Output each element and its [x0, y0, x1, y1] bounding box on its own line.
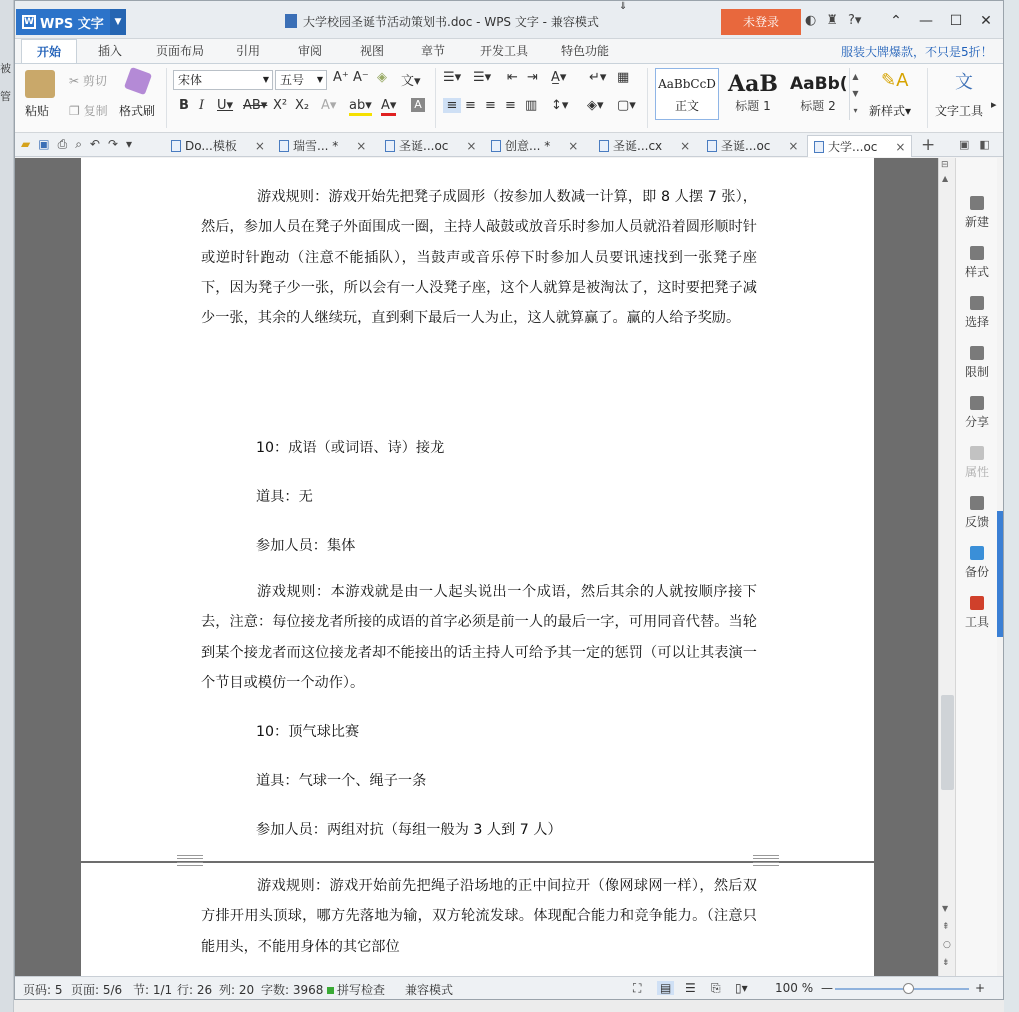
window-controls	[881, 9, 1001, 33]
ribbon-toolbar	[15, 63, 1004, 133]
style-preview: AaBbCcD	[658, 77, 716, 91]
distribute-icon[interactable]: ▥	[525, 98, 538, 113]
tab-list-icon[interactable]: ▣	[959, 138, 970, 151]
desktop-fragment-text: 被	[0, 62, 11, 75]
spell-check-toggle[interactable]	[327, 981, 385, 998]
app-button-label: WPS 文字	[40, 16, 104, 32]
share-icon	[970, 396, 984, 410]
panel-label: 新建	[964, 215, 989, 229]
login-button[interactable]: 未登录	[721, 9, 801, 35]
paste-button[interactable]: 粘贴	[25, 104, 50, 118]
font-size-value: 五号	[280, 73, 305, 87]
backup-icon	[970, 546, 984, 560]
paste-icon[interactable]	[25, 70, 55, 98]
zoom-out-icon[interactable]: —	[821, 981, 833, 995]
wps-window	[14, 0, 1004, 1000]
promo-link[interactable]: 服装大牌爆款，不只是5折！	[841, 45, 993, 59]
align-left-icon[interactable]: ≡	[443, 98, 461, 113]
doc-file-icon	[171, 140, 181, 152]
open-icon[interactable]: ▰	[21, 137, 31, 151]
tab-developer[interactable]: 开发工具	[479, 44, 528, 58]
highlight-icon[interactable]: ab▾	[349, 98, 372, 116]
ribbon-more-icon[interactable]: ▸	[991, 98, 997, 111]
wps-app-menu-button[interactable]	[16, 9, 126, 35]
tab-view[interactable]: 视图	[359, 44, 384, 58]
copy-button[interactable]: ❐ 复制	[69, 104, 108, 118]
document-canvas[interactable]	[15, 158, 938, 976]
doc-tab[interactable]	[707, 135, 798, 157]
doc-file-icon	[491, 140, 501, 152]
panel-collapse-handle[interactable]	[997, 511, 1003, 637]
shirt-icon[interactable]: ♜	[826, 13, 838, 28]
toolbox-icon	[970, 596, 984, 610]
numbered-list-icon[interactable]: ☰▾	[473, 70, 492, 85]
split-view-icon[interactable]: ⊟	[941, 160, 949, 170]
bullet-list-icon[interactable]: ☰▾	[443, 70, 462, 85]
scroll-down-icon[interactable]: ▼	[942, 904, 949, 913]
italic-icon[interactable]: I	[199, 98, 205, 113]
status-row[interactable]: 行: 26	[177, 983, 213, 997]
close-icon[interactable]: ×	[568, 139, 579, 153]
text-effect-icon[interactable]: A▾	[321, 98, 337, 113]
document-title	[285, 12, 605, 30]
strikethrough-icon[interactable]: AB▾	[243, 98, 268, 113]
next-page-icon[interactable]: ⇟	[942, 958, 950, 968]
tab-references[interactable]: 引用	[235, 44, 260, 58]
ribbon-divider	[927, 68, 928, 128]
text-tools-icon[interactable]: 文	[955, 72, 973, 93]
doc-tab[interactable]	[599, 135, 690, 157]
doc-tab-label: 圣诞...oc	[721, 139, 771, 153]
desktop-right-edge	[1004, 0, 1019, 1012]
tab-insert[interactable]: 插入	[97, 44, 122, 58]
paragraph[interactable]: 游戏规则：本游戏就是由一人起头说出一个成语，然后其余的人就按顺序接下去，注意：每位接龙者所接的成语的首字必须是前一人的最后一字，可用同音代替。当轮到某个接龙者而这位接龙者却不能接出的话主持人可给予其一定的惩罚（可以让其表演一个节目或模仿一个动作）。	[201, 584, 757, 691]
format-painter-icon[interactable]	[124, 67, 152, 95]
print-icon[interactable]: ⎙	[57, 137, 68, 151]
status-pages[interactable]: 页面: 5/6	[71, 983, 123, 997]
chevron-down-icon: ▼	[262, 75, 269, 84]
style-label: 标题 2	[800, 99, 836, 113]
task-panel	[955, 158, 997, 976]
format-painter-button[interactable]: 格式刷	[119, 104, 156, 118]
zoom-slider-knob[interactable]	[903, 983, 914, 994]
line-spacing-icon[interactable]: ↕▾	[551, 98, 569, 113]
close-icon[interactable]: ×	[680, 139, 691, 153]
style-icon	[970, 246, 984, 260]
scrollbar-thumb[interactable]	[941, 695, 954, 790]
prev-page-icon[interactable]: ⇞	[942, 922, 950, 932]
paragraph[interactable]: 参加人员：两组对抗（每组一般为 3 人到 7 人）	[256, 822, 562, 838]
borders-icon[interactable]: ▢▾	[617, 98, 636, 113]
subscript-icon[interactable]: X₂	[295, 98, 310, 113]
vertical-scrollbar[interactable]	[938, 158, 955, 976]
style-heading-1[interactable]	[721, 68, 785, 120]
panel-restrict-button[interactable]	[956, 346, 998, 380]
panel-label: 反馈	[964, 515, 989, 529]
quick-access-toolbar	[21, 137, 132, 152]
underline-icon[interactable]: U▾	[217, 98, 234, 113]
close-icon[interactable]: ×	[895, 139, 906, 154]
desktop-left-edge	[0, 0, 14, 1012]
tab-page-layout[interactable]: 页面布局	[155, 44, 204, 58]
help-icon[interactable]: ?▾	[848, 13, 862, 28]
page-corner-mark	[177, 858, 203, 866]
select-icon	[970, 296, 984, 310]
style-label: 正文	[674, 99, 699, 113]
paragraph[interactable]: 参加人员：集体	[256, 538, 356, 554]
doc-file-icon	[385, 140, 395, 152]
panel-properties-button	[956, 446, 998, 480]
print-preview-icon[interactable]: ⌕	[75, 137, 82, 151]
properties-icon	[970, 446, 984, 460]
scroll-up-icon[interactable]: ▲	[942, 174, 949, 183]
paragraph[interactable]: 道具：无	[256, 489, 313, 505]
bold-icon[interactable]: B	[179, 98, 189, 113]
section-heading[interactable]: 10：成语（或词语、诗）接龙	[256, 440, 445, 456]
text-tools-button[interactable]: 文字工具	[935, 104, 984, 118]
new-style-label: 新样式	[869, 104, 906, 118]
doc-file-icon	[707, 140, 717, 152]
close-icon[interactable]: ×	[356, 139, 367, 153]
page-view-icon[interactable]: ▤	[657, 981, 674, 995]
tab-menu-icon[interactable]: ◧	[979, 138, 990, 151]
font-name-value: 宋体	[178, 73, 203, 87]
doc-tab-label: 大学...oc	[828, 139, 878, 154]
doc-file-icon	[285, 14, 297, 28]
tab-bar-tools	[959, 138, 990, 151]
undo-icon[interactable]: ↶	[89, 137, 100, 151]
zoom-level[interactable]: 100 %	[775, 981, 814, 995]
style-normal[interactable]	[655, 68, 719, 120]
doc-tab-label: 瑞雪... *	[293, 139, 339, 153]
ribbon-divider	[435, 68, 436, 128]
status-word-count[interactable]: 字数: 3968	[261, 983, 324, 997]
lock-icon	[970, 346, 984, 360]
doc-file-icon	[599, 140, 609, 152]
skin-icon[interactable]: ◐	[805, 13, 817, 28]
document-page[interactable]	[81, 158, 874, 861]
style-heading-2[interactable]	[787, 68, 849, 120]
new-style-icon[interactable]: ✎A	[881, 70, 909, 91]
web-view-icon[interactable]: ⎘	[711, 981, 721, 995]
show-marks-icon[interactable]: ↵▾	[589, 70, 607, 85]
style-preview: AaBb(	[790, 74, 848, 94]
section-heading[interactable]: 10：顶气球比赛	[256, 724, 360, 740]
clear-format-icon[interactable]: ◈	[377, 70, 387, 85]
collapse-ribbon-icon[interactable]: ⌃	[890, 13, 902, 29]
char-shading-icon[interactable]: A	[411, 98, 425, 112]
ribbon-divider	[166, 68, 167, 128]
fullscreen-icon[interactable]: ⛶	[633, 981, 642, 995]
menu-bar	[15, 39, 1004, 63]
status-col[interactable]: 列: 20	[219, 983, 255, 997]
doc-tab[interactable]	[279, 135, 366, 157]
doc-tab[interactable]	[491, 135, 578, 157]
font-color-icon[interactable]: A▾	[381, 98, 396, 116]
style-gallery-scroll[interactable]: ▲ ▼ ▾	[849, 68, 861, 120]
grow-font-icon[interactable]: A⁺	[333, 70, 349, 85]
copy-label: 复制	[83, 104, 108, 118]
chinese-layout-icon[interactable]: A̲▾	[551, 70, 567, 85]
justify-icon[interactable]: ≡	[505, 98, 516, 113]
maximize-button[interactable]: ☐	[949, 13, 963, 29]
ribbon-divider	[647, 68, 648, 128]
wps-logo-icon: W	[22, 15, 36, 29]
tab-features[interactable]: 特色功能	[560, 44, 609, 58]
qat-dropdown-icon[interactable]: ▾	[126, 137, 133, 151]
title-bar	[15, 1, 1004, 39]
panel-label: 工具	[964, 615, 989, 629]
page-corner-mark	[753, 858, 779, 866]
new-style-button[interactable]: 新样式▾	[869, 104, 912, 118]
doc-tab-label: 圣诞...oc	[399, 139, 449, 153]
panel-style-button[interactable]	[956, 246, 998, 280]
superscript-icon[interactable]: X²	[273, 98, 288, 113]
tab-chapter[interactable]: 章节	[420, 44, 445, 58]
title-tools	[805, 13, 861, 31]
cut-label: 剪切	[82, 74, 107, 88]
align-right-icon[interactable]: ≡	[485, 98, 496, 113]
tab-start[interactable]: 开始	[21, 39, 77, 63]
panel-label: 备份	[964, 565, 989, 579]
spell-check-label: 拼写检查	[337, 983, 386, 997]
close-icon[interactable]: ×	[254, 139, 265, 153]
close-button[interactable]: ✕	[980, 13, 992, 29]
doc-tab-label: 圣诞...cx	[613, 139, 663, 153]
panel-label: 属性	[964, 465, 989, 479]
chevron-down-icon: ▼	[316, 75, 323, 84]
chevron-down-icon[interactable]: ▼	[110, 9, 126, 35]
doc-file-icon	[279, 140, 289, 152]
new-tab-icon[interactable]: +	[921, 135, 936, 155]
zoom-in-icon[interactable]: +	[975, 981, 986, 995]
document-title-text: 大学校园圣诞节活动策划书.doc - WPS 文字 - 兼容模式	[303, 14, 599, 29]
font-size-select[interactable]	[275, 70, 327, 90]
tab-review[interactable]: 审阅	[297, 44, 322, 58]
panel-new-button[interactable]	[956, 196, 998, 230]
panel-label: 选择	[964, 315, 989, 329]
increase-indent-icon[interactable]: ⇥	[527, 70, 538, 85]
style-preview: AaB	[728, 71, 778, 97]
paragraph[interactable]: 道具：气球一个、绳子一条	[256, 773, 427, 789]
panel-share-button[interactable]	[956, 396, 998, 430]
doc-tab[interactable]	[385, 135, 476, 157]
status-compat-mode: 兼容模式	[405, 983, 454, 997]
close-icon[interactable]: ×	[466, 139, 477, 153]
feedback-icon	[970, 496, 984, 510]
save-icon[interactable]: ▣	[38, 137, 50, 151]
shrink-font-icon[interactable]: A⁻	[353, 70, 369, 85]
browse-object-icon[interactable]: ○	[943, 940, 951, 950]
pin-icon: ⇓	[619, 1, 628, 12]
shading-icon[interactable]: ◈▾	[587, 98, 604, 113]
status-page-no[interactable]: 页码: 5	[23, 983, 63, 997]
status-bar	[15, 976, 1004, 1000]
decrease-indent-icon[interactable]: ⇤	[507, 70, 518, 85]
cut-button[interactable]: ✂ 剪切	[69, 74, 107, 88]
doc-tab-label: 创意... *	[505, 139, 551, 153]
document-tab-bar	[15, 133, 1004, 157]
close-icon[interactable]: ×	[788, 139, 799, 153]
panel-label: 限制	[964, 365, 989, 379]
redo-icon[interactable]: ↷	[107, 137, 119, 151]
document-page[interactable]	[81, 863, 874, 976]
new-doc-icon	[970, 196, 984, 210]
panel-select-button[interactable]	[956, 296, 998, 330]
outline-view-icon[interactable]: ☰	[685, 981, 696, 995]
status-section[interactable]: 节: 1/1	[133, 983, 173, 997]
zoom-slider[interactable]	[835, 988, 969, 990]
align-center-icon[interactable]: ≡	[465, 98, 476, 113]
panel-label: 样式	[964, 265, 989, 279]
doc-tab-label: Do...模板	[185, 139, 237, 153]
table-icon[interactable]: ▦	[617, 70, 630, 85]
doc-file-icon	[814, 141, 824, 153]
panel-feedback-button[interactable]	[956, 496, 998, 530]
style-label: 标题 1	[735, 99, 771, 113]
check-icon	[327, 987, 334, 994]
minimize-button[interactable]: —	[919, 13, 933, 29]
paragraph[interactable]: 游戏规则：游戏开始先把凳子成圆形（按参加人数减一计算，即 8 人摆 7 张），然后，参加人员在凳子外面围成一圈，主持人敲鼓或放音乐时参加人员就沿着圆形顺时针或逆时针跑动（注意不能插队），当鼓声或音乐停下时参加人员要讯速找到一张凳子座下，因为凳子少一张，所以会有一人没凳子座，这个人就算是被淘汰了，这时要把凳子减少一张，其余的人继续玩，直到剩下最后一人为止，这人就算赢了。赢的人给予奖励。	[201, 189, 757, 327]
phonetic-icon[interactable]: 文▾	[401, 74, 421, 89]
doc-tab-active[interactable]	[807, 135, 912, 157]
desktop-fragment-text: 管	[0, 90, 11, 103]
panel-label: 分享	[964, 415, 989, 429]
paragraph[interactable]: 游戏规则：游戏开始前先把绳子沿场地的正中间拉开（像网球网一样），然后双方排开用头顶球，哪方先落地为输，双方轮流发球。体现配合能力和竞争能力。（注意只能用头，不能用身体的其它部位	[201, 878, 757, 955]
font-name-select[interactable]	[173, 70, 273, 90]
reading-view-icon[interactable]: ▯▾	[735, 981, 748, 995]
doc-tab[interactable]	[171, 135, 265, 157]
panel-tools-button[interactable]	[956, 596, 998, 630]
panel-backup-button[interactable]	[956, 546, 998, 580]
